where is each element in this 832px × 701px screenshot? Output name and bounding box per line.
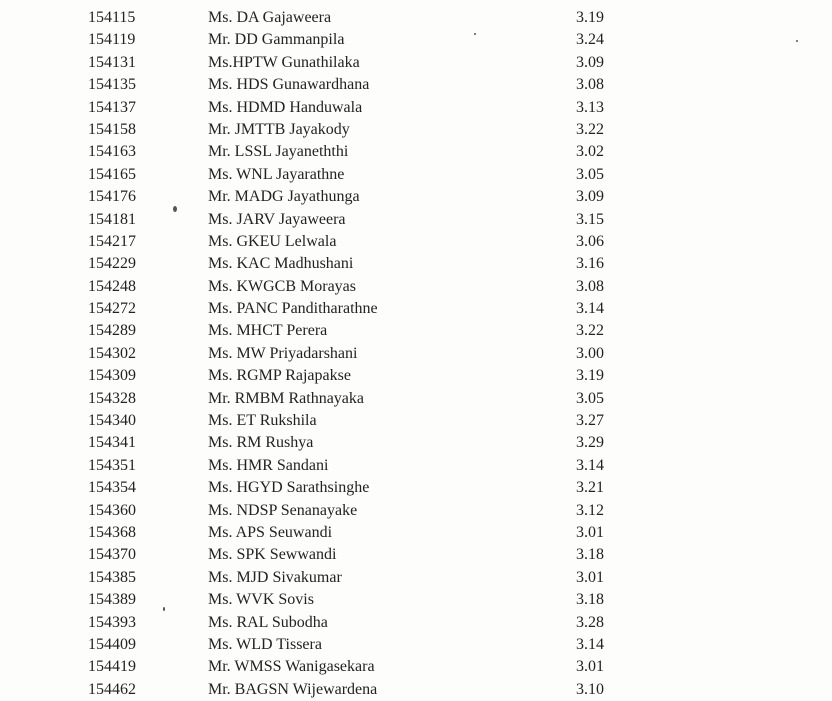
student-id: 154176 [88, 188, 136, 206]
student-name: Mr. WMSS Wanigasekara [208, 658, 375, 676]
student-id: 154115 [88, 9, 136, 26]
student-id: 154341 [88, 434, 136, 452]
student-name: Mr. RMBM Rathnayaka [208, 389, 364, 407]
student-name: Ms. RM Rushya [208, 434, 314, 452]
student-gpa: 3.08 [576, 277, 604, 295]
student-name: Ms. APS Seuwandi [208, 523, 333, 541]
student-id: 154328 [88, 389, 136, 407]
table-row [0, 97, 832, 119]
student-name: Ms. WLD Tissera [208, 635, 322, 653]
table-row [0, 29, 832, 51]
student-id: 154272 [88, 300, 136, 318]
table-row [0, 634, 832, 656]
student-name: Ms. HMR Sandani [208, 456, 329, 474]
student-gpa: 3.06 [576, 232, 604, 250]
scan-speck [796, 40, 798, 42]
student-gpa: 3.18 [576, 546, 604, 564]
student-name: Mr. DD Gammanpila [208, 31, 345, 49]
student-gpa: 3.13 [576, 98, 604, 116]
student-gpa: 3.14 [576, 635, 604, 653]
student-gpa: 3.01 [576, 568, 604, 586]
student-gpa: 3.05 [576, 165, 604, 183]
table-row [0, 500, 832, 522]
table-row [0, 74, 832, 96]
student-name: Ms. KAC Madhushani [208, 255, 354, 273]
student-id: 154309 [88, 367, 136, 385]
student-name: Mr. LSSL Jayaneththi [208, 143, 349, 161]
student-name: Ms. MJD Sivakumar [208, 568, 342, 586]
table-row [0, 522, 832, 544]
student-id: 154119 [88, 31, 136, 49]
table-row [0, 7, 832, 29]
student-gpa: 3.12 [576, 501, 604, 519]
student-name: Ms. ET Rukshila [208, 412, 317, 430]
student-gpa: 3.16 [576, 255, 604, 273]
table-row [0, 231, 832, 253]
student-gpa: 3.00 [576, 344, 604, 362]
student-id: 154302 [88, 344, 136, 362]
student-id: 154419 [88, 658, 136, 676]
student-gpa: 3.22 [576, 322, 604, 340]
student-name: Ms. JARV Jayaweera [208, 210, 346, 228]
student-name: Ms. SPK Sewwandi [208, 546, 337, 564]
student-gpa: 3.22 [576, 120, 604, 138]
student-id: 154131 [88, 53, 136, 71]
student-id: 154181 [88, 210, 136, 228]
student-gpa: 3.08 [576, 76, 604, 94]
student-gpa: 3.01 [576, 658, 604, 676]
student-id: 154389 [88, 591, 136, 609]
table-row [0, 164, 832, 186]
student-name: Ms.HPTW Gunathilaka [208, 53, 360, 71]
table-row [0, 410, 832, 432]
scan-speck [163, 607, 165, 611]
table-row [0, 119, 832, 141]
student-id: 154248 [88, 277, 136, 295]
student-name: Ms. MW Priyadarshani [208, 344, 358, 362]
student-id: 154368 [88, 523, 136, 541]
table-row [0, 320, 832, 342]
table-row [0, 477, 832, 499]
student-id: 154163 [88, 143, 136, 161]
table-row [0, 209, 832, 231]
table-row [0, 298, 832, 320]
student-name: Ms. WVK Sovis [208, 591, 314, 609]
student-gpa: 3.21 [576, 479, 604, 497]
student-id: 154137 [88, 98, 136, 116]
student-name: Ms. GKEU Lelwala [208, 232, 337, 250]
student-gpa: 3.29 [576, 434, 604, 452]
student-gpa: 3.27 [576, 412, 604, 430]
student-id: 154462 [88, 680, 136, 698]
table-row [0, 589, 832, 611]
student-gpa: 3.19 [576, 9, 604, 26]
student-name: Ms. MHCT Perera [208, 322, 328, 340]
student-gpa: 3.14 [576, 456, 604, 474]
table-row [0, 343, 832, 365]
student-name: Mr. MADG Jayathunga [208, 188, 360, 206]
student-name: Ms. RGMP Rajapakse [208, 367, 351, 385]
table-row [0, 365, 832, 387]
student-gpa: 3.28 [576, 613, 604, 631]
student-id: 154351 [88, 456, 136, 474]
table-row [0, 567, 832, 589]
student-gpa: 3.09 [576, 53, 604, 71]
student-name: Ms. WNL Jayarathne [208, 165, 345, 183]
student-name: Ms. PANC Panditharathne [208, 300, 378, 318]
student-id: 154360 [88, 501, 136, 519]
scan-speck [474, 33, 476, 35]
table-row [0, 141, 832, 163]
student-name: Ms. HDS Gunawardhana [208, 76, 370, 94]
student-gpa: 3.19 [576, 367, 604, 385]
student-gpa: 3.14 [576, 300, 604, 318]
student-gpa: 3.18 [576, 591, 604, 609]
student-gpa: 3.02 [576, 143, 604, 161]
student-list [0, 7, 832, 701]
student-id: 154393 [88, 613, 136, 631]
student-id: 154289 [88, 322, 136, 340]
student-gpa: 3.09 [576, 188, 604, 206]
student-gpa: 3.10 [576, 680, 604, 698]
student-id: 154354 [88, 479, 136, 497]
table-row [0, 388, 832, 410]
table-row [0, 679, 832, 701]
student-name: Mr. BAGSN Wijewardena [208, 680, 378, 698]
student-gpa: 3.15 [576, 210, 604, 228]
table-row [0, 186, 832, 208]
student-gpa: 3.05 [576, 389, 604, 407]
table-row [0, 276, 832, 298]
student-name: Mr. JMTTB Jayakody [208, 120, 350, 138]
student-name: Ms. DA Gajaweera [208, 9, 332, 26]
table-row [0, 52, 832, 74]
student-name: Ms. KWGCB Morayas [208, 277, 356, 295]
student-id: 154340 [88, 412, 136, 430]
student-id: 154217 [88, 232, 136, 250]
student-name: Ms. NDSP Senanayake [208, 501, 358, 519]
student-id: 154229 [88, 255, 136, 273]
student-name: Ms. HGYD Sarathsinghe [208, 479, 370, 497]
student-name: Ms. HDMD Handuwala [208, 98, 363, 116]
table-row [0, 432, 832, 454]
student-gpa: 3.24 [576, 31, 604, 49]
table-row [0, 455, 832, 477]
student-id: 154135 [88, 76, 136, 94]
table-row [0, 656, 832, 678]
student-id: 154385 [88, 568, 136, 586]
student-gpa: 3.01 [576, 523, 604, 541]
scan-speck [173, 206, 177, 212]
student-id: 154409 [88, 635, 136, 653]
table-row [0, 253, 832, 275]
student-name: Ms. RAL Subodha [208, 613, 328, 631]
student-id: 154165 [88, 165, 136, 183]
table-row [0, 612, 832, 634]
table-row [0, 544, 832, 566]
student-id: 154158 [88, 120, 136, 138]
student-id: 154370 [88, 546, 136, 564]
